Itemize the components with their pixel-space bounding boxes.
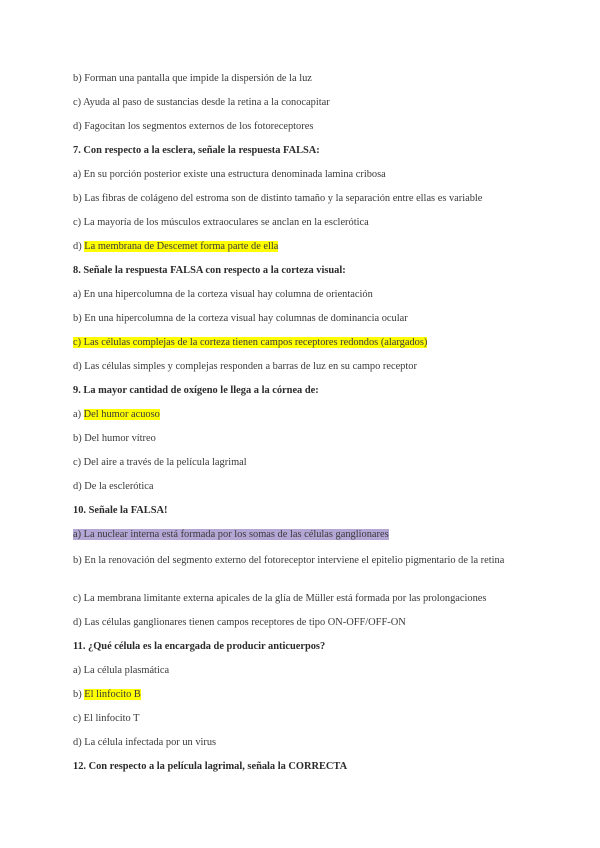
answer-7d-prefix: d) xyxy=(73,241,85,252)
answer-7a: a) En su porción posterior existe una estructura denominada lamina cribosa xyxy=(73,169,386,180)
question-9: 9. La mayor cantidad de oxígeno le llega a la córnea de: xyxy=(73,385,319,396)
answer-10a xyxy=(73,528,533,541)
answer-11b xyxy=(73,688,533,701)
answer-11a: a) La célula plasmática xyxy=(73,665,170,676)
question-12: 12. Con respecto a la película lagrimal, señala la CORRECTA xyxy=(73,761,348,772)
question-11: 11. ¿Qué célula es la encargada de producir anticuerpos? xyxy=(73,641,326,652)
answer-10d: d) Las células ganglionares tienen campos receptores de tipo ON-OFF/OFF-ON xyxy=(73,617,406,628)
answer-11d: d) La célula infectada por un virus xyxy=(73,737,217,748)
answer-10b: b) En la renovación del segmento externo del fotoreceptor interviene el epitelio pigmentario de la retina xyxy=(73,555,505,566)
answer-9a-highlighted: Del humor acuoso xyxy=(83,409,160,420)
answer-11c: c) El linfocito T xyxy=(73,713,140,724)
answer-9d: d) De la esclerótica xyxy=(73,481,154,492)
answer-6b: b) Forman una pantalla que impide la dispersión de la luz xyxy=(73,73,312,84)
question-7: 7. Con respecto a la esclera, señale la respuesta FALSA: xyxy=(73,145,320,156)
answer-9c: c) Del aire a través de la película lagrimal xyxy=(73,457,247,468)
answer-8a: a) En una hipercolumna de la corteza visual hay columna de orientación xyxy=(73,289,373,300)
answer-7d xyxy=(73,240,533,253)
answer-8c xyxy=(73,336,533,349)
answer-7c: c) La mayoría de los músculos extraoculares se anclan en la esclerótica xyxy=(73,217,369,228)
answer-10a-highlighted: a) La nuclear interna está formada por los somas de las células ganglionares xyxy=(73,529,389,540)
answer-6c: c) Ayuda al paso de sustancias desde la retina a la conocapitar xyxy=(73,97,330,108)
question-8: 8. Señale la respuesta FALSA con respecto a la corteza visual: xyxy=(73,265,346,276)
answer-8d: d) Las células simples y complejas responden a barras de luz en su campo receptor xyxy=(73,361,417,372)
answer-8c-highlighted: c) Las células complejas de la corteza tienen campos receptores redondos (alargados) xyxy=(73,337,428,348)
question-10: 10. Señale la FALSA! xyxy=(73,505,168,516)
answer-11b-prefix: b) xyxy=(73,689,85,700)
answer-8b: b) En una hipercolumna de la corteza visual hay columnas de dominancia ocular xyxy=(73,313,408,324)
answer-7b: b) Las fibras de colágeno del estroma son de distinto tamaño y la separación entre ellas es variable xyxy=(73,193,483,204)
answer-9a xyxy=(73,408,533,421)
answer-10c: c) La membrana limitante externa apicales de la glía de Müller está formada por las prolongaciones xyxy=(73,593,487,604)
answer-9b: b) Del humor vítreo xyxy=(73,433,156,444)
answer-7d-highlighted: La membrana de Descemet forma parte de ella xyxy=(84,241,279,252)
answer-9a-prefix: a) xyxy=(73,409,84,420)
answer-6d: d) Fagocitan los segmentos externos de los fotoreceptores xyxy=(73,121,314,132)
answer-11b-highlighted: El linfocito B xyxy=(84,689,141,700)
